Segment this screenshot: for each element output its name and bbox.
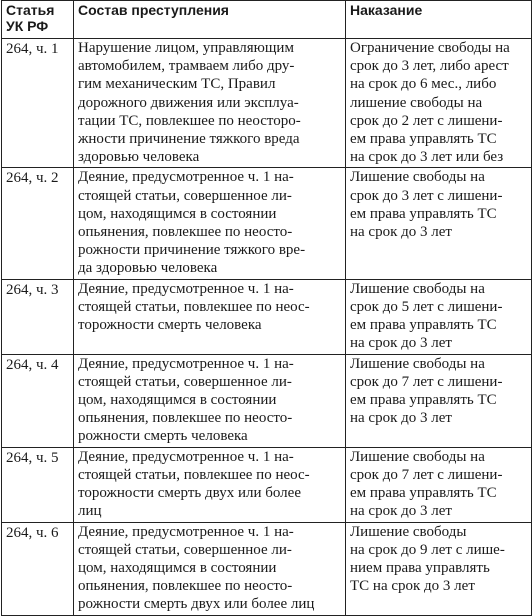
description-cell bbox=[74, 279, 346, 354]
header-composition: Состав преступления bbox=[74, 1, 346, 39]
table-row bbox=[2, 447, 532, 522]
header-penalty: Наказание bbox=[346, 1, 532, 39]
penalty-cell bbox=[346, 168, 532, 279]
description-cell bbox=[74, 39, 346, 168]
penalty-cell bbox=[346, 447, 532, 522]
article-cell: 264, ч. 3 bbox=[2, 279, 74, 354]
description-cell bbox=[74, 168, 346, 279]
description-line: тации ТС, повлекшее по неосторо- bbox=[78, 112, 301, 129]
description-line: стоящей статьи, совершенное ли- bbox=[78, 373, 292, 390]
description-line: Деяние, предусмотренное ч. 1 на- bbox=[78, 355, 294, 372]
penalty-line: ем права управлять ТС bbox=[350, 392, 497, 409]
description-line: рожности смерть двух или более лиц bbox=[78, 596, 315, 613]
penalty-line: на срок до 6 мес., либо bbox=[350, 76, 497, 93]
description-cell bbox=[74, 447, 346, 522]
penalty-line: на срок до 3 лет bbox=[350, 335, 452, 352]
penalty-cell bbox=[346, 354, 532, 447]
table-header-row bbox=[2, 1, 532, 39]
description-line: опьянения, повлекшее по неосто- bbox=[78, 224, 293, 241]
article-cell: 264, ч. 4 bbox=[2, 354, 74, 447]
table-body bbox=[2, 39, 532, 616]
penalty-line: срок до 7 лет с лишени- bbox=[350, 466, 503, 483]
description-line: жности причинение тяжкого вреда bbox=[78, 131, 300, 148]
penalty-line: на срок до 3 лет bbox=[350, 410, 452, 427]
penalty-line: ТС на срок до 3 лет bbox=[350, 578, 475, 595]
penalty-line: Лишение свободы на bbox=[350, 280, 485, 297]
description-line: цом, находящимся в состоянии bbox=[78, 392, 277, 409]
description-line: цом, находящимся в состоянии bbox=[78, 560, 277, 577]
article-cell: 264, ч. 1 bbox=[2, 39, 74, 168]
penalty-line: на срок до 9 лет с лише- bbox=[350, 541, 505, 558]
header-article bbox=[2, 1, 74, 39]
description-line: торожности смерть двух или более bbox=[78, 485, 301, 502]
description-line: цом, находящимся в состоянии bbox=[78, 205, 277, 222]
penalty-line: ем права управлять ТС bbox=[350, 485, 497, 502]
penalty-line: на срок до 3 лет или без bbox=[350, 149, 504, 166]
article-cell: 264, ч. 2 bbox=[2, 168, 74, 279]
penalty-line: срок до 2 лет с лишени- bbox=[350, 112, 503, 129]
penalty-line: Ограничение свободы на bbox=[350, 40, 510, 56]
penalty-line: лишение свободы на bbox=[350, 94, 483, 111]
article-cell: 264, ч. 6 bbox=[2, 522, 74, 615]
description-line: Деяние, предусмотренное ч. 1 на- bbox=[78, 169, 294, 186]
description-line: здоровью человека bbox=[78, 149, 200, 166]
description-line: стоящей статьи, совершенное ли- bbox=[78, 541, 292, 558]
penalty-line: на срок до 3 лет bbox=[350, 503, 452, 520]
description-line: Деяние, предусмотренное ч. 1 на- bbox=[78, 523, 294, 540]
description-line: да здоровью человека bbox=[78, 260, 218, 277]
penalty-line: Лишение свободы bbox=[350, 523, 467, 540]
description-line: опьянения, повлекшее по неосто- bbox=[78, 410, 293, 427]
description-cell bbox=[74, 522, 346, 615]
penalty-line: Лишение свободы на bbox=[350, 355, 485, 372]
penalty-line: срок до 3 лет, либо арест bbox=[350, 58, 509, 75]
table-row bbox=[2, 39, 532, 168]
penalty-line: ем права управлять ТС bbox=[350, 205, 497, 222]
description-line: лиц bbox=[78, 503, 102, 520]
description-line: стоящей статьи, повлекшее по неос- bbox=[78, 298, 310, 315]
table-row bbox=[2, 279, 532, 354]
description-line: Деяние, предусмотренное ч. 1 на- bbox=[78, 448, 294, 465]
penalties-table bbox=[1, 0, 532, 616]
description-line: гим механическим ТС, Правил bbox=[78, 76, 276, 93]
penalty-line: Лишение свободы на bbox=[350, 448, 485, 465]
table-row bbox=[2, 522, 532, 615]
description-line: автомобилем, трамваем либо дру- bbox=[78, 58, 295, 75]
penalty-line: срок до 7 лет с лишени- bbox=[350, 373, 503, 390]
description-line: рожности причинение тяжкого вре- bbox=[78, 242, 306, 259]
penalty-cell bbox=[346, 522, 532, 615]
description-line: стоящей статьи, совершенное ли- bbox=[78, 187, 292, 204]
description-line: торожности смерть человека bbox=[78, 317, 262, 334]
description-line: Деяние, предусмотренное ч. 1 на- bbox=[78, 280, 294, 297]
penalty-line: на срок до 3 лет bbox=[350, 224, 452, 241]
table-row bbox=[2, 354, 532, 447]
table-row bbox=[2, 168, 532, 279]
header-article-line1: Статья bbox=[6, 2, 55, 18]
penalty-cell bbox=[346, 279, 532, 354]
description-line: опьянения, повлекшее по неосто- bbox=[78, 578, 293, 595]
penalty-line: ем права управлять ТС bbox=[350, 131, 497, 148]
description-line: стоящей статьи, повлекшее по неос- bbox=[78, 466, 310, 483]
penalty-line: срок до 3 лет с лишени- bbox=[350, 187, 503, 204]
description-line: Нарушение лицом, управляющим bbox=[78, 40, 294, 56]
description-line: дорожного движения или эксплуа- bbox=[78, 94, 299, 111]
penalty-line: нием права управлять bbox=[350, 560, 490, 577]
penalty-line: срок до 5 лет с лишени- bbox=[350, 298, 503, 315]
description-cell bbox=[74, 354, 346, 447]
penalty-line: Лишение свободы на bbox=[350, 169, 485, 186]
article-cell: 264, ч. 5 bbox=[2, 447, 74, 522]
header-article-line2: УК РФ bbox=[6, 18, 49, 34]
penalty-line: ем права управлять ТС bbox=[350, 317, 497, 334]
description-line: рожности смерть человека bbox=[78, 428, 248, 445]
penalty-cell bbox=[346, 39, 532, 168]
